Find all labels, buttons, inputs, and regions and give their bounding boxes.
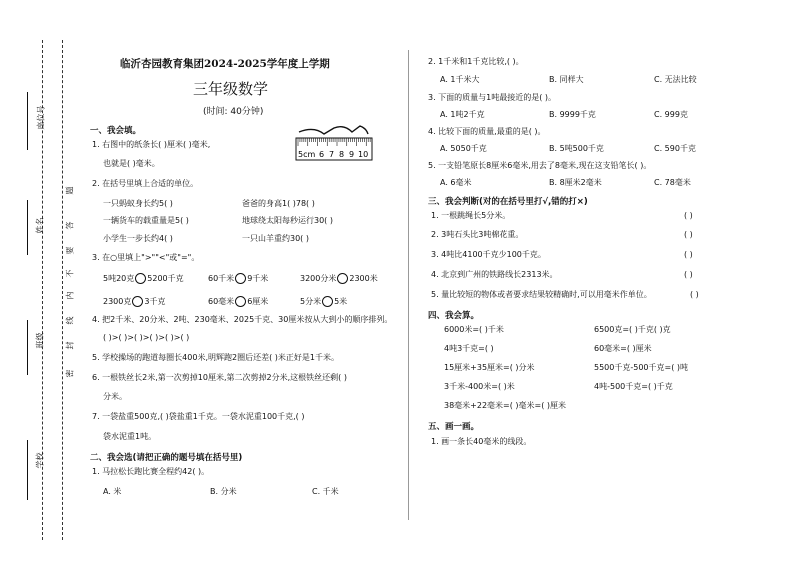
seal-mark: 线 — [65, 316, 75, 325]
c1-option-b: B. 分米 — [210, 487, 237, 496]
exam-subject: 三年级数学 — [193, 80, 269, 98]
ruler-mark: 9 — [349, 150, 355, 159]
seat-number-label: 座位号 — [36, 105, 46, 130]
q3-compare: 3200分米 2300米 — [300, 274, 378, 283]
calc-item: 60毫米=( )厘米 — [594, 344, 652, 353]
compare-circle[interactable] — [135, 273, 146, 284]
ruler-mark: 7 — [329, 150, 335, 159]
c3-option-a: A. 1吨2千克 — [440, 110, 485, 119]
j5-statement: 5. 量比较短的物体或者要求结果较精确时,可以用毫米作单位。 — [431, 290, 652, 299]
c5-option-a: A. 6毫米 — [440, 178, 472, 187]
q2-item: 一只山羊重约30( ) — [242, 234, 309, 243]
compare-circle[interactable] — [235, 296, 246, 307]
q1-line1: 1. 右图中的纸条长( )厘米( )毫米, — [92, 140, 211, 149]
c2-prompt: 2. 1千米和1千克比较,( )。 — [428, 57, 524, 66]
j1-answer-paren[interactable]: ( ) — [684, 211, 693, 220]
seat-number-line — [27, 92, 28, 150]
seal-mark: 封 — [65, 341, 75, 350]
section-1-title: 一、我会填。 — [90, 126, 142, 136]
j5-answer-paren[interactable]: ( ) — [690, 290, 699, 299]
j4-statement: 4. 北京到广州的铁路线长2313米。 — [431, 270, 558, 279]
j2-statement: 2. 3吨石头比3吨棉花重。 — [431, 230, 524, 239]
q4-prompt: 4. 把2千米、20分米、2吨、230毫米、2025千克、30厘米按从大到小的顺序排列。 — [92, 315, 393, 324]
compare-circle[interactable] — [235, 273, 246, 284]
seal-mark: 答 — [65, 221, 75, 230]
c3-prompt: 3. 下面的质量与1吨最接近的是( )。 — [428, 93, 557, 102]
c3-option-b: B. 9999千克 — [549, 110, 596, 119]
q3-compare: 5分米 5米 — [300, 297, 348, 306]
compare-circle[interactable] — [132, 296, 143, 307]
seal-mark: 密 — [65, 369, 75, 378]
name-line — [27, 200, 28, 255]
calc-item: 6000米=( )千米 — [444, 325, 504, 334]
ruler-mark: 8 — [339, 150, 345, 159]
section-5-title: 五、画一画。 — [428, 422, 480, 432]
q3-compare: 2300克 3千克 — [103, 297, 166, 306]
q3-compare: 60千米 9千米 — [208, 274, 269, 283]
class-line — [27, 320, 28, 375]
q1-line2: 也就是( )毫米。 — [103, 159, 160, 168]
ruler-illustration — [294, 124, 374, 164]
section-3-title: 三、我会判断(对的在括号里打√,错的打×) — [428, 197, 588, 207]
calc-item: 4吨-500千克=( )千克 — [594, 382, 673, 391]
seal-mark: 要 — [65, 246, 75, 255]
ruler-mark: 6 — [319, 150, 325, 159]
q7-line2: 袋水泥重1吨。 — [103, 432, 157, 441]
section-4-title: 四、我会算。 — [428, 311, 480, 321]
q2-item: 一辆货车的载重量是5( ) — [103, 216, 189, 225]
c1-option-c: C. 千米 — [312, 487, 339, 496]
calc-item: 38毫米+22毫米=( )毫米=( )厘米 — [444, 401, 567, 410]
j2-answer-paren[interactable]: ( ) — [684, 230, 693, 239]
c1-prompt: 1. 马拉松长跑比赛全程约42( )。 — [92, 467, 210, 476]
section-2-title: 二、我会选(请把正确的题号填在括号里) — [90, 453, 243, 463]
c4-option-b: B. 5吨500千克 — [549, 144, 604, 153]
name-label: 姓名 — [35, 217, 45, 234]
q2-item: 一只蚂蚁身长约5( ) — [103, 199, 173, 208]
calc-item: 3千米-400米=( )米 — [444, 382, 515, 391]
q5-prompt: 5. 学校操场的跑道每圈长400米,明辉跑2圈后还差( )米正好是1千米。 — [92, 353, 339, 362]
calc-item: 4吨3千克=( ) — [444, 344, 494, 353]
j1-statement: 1. 一根跳绳长5分米。 — [431, 211, 511, 220]
compare-circle[interactable] — [322, 296, 333, 307]
exam-title: 临沂杏园教育集团2024-2025学年度上学期 — [120, 58, 330, 70]
school-label: 学校 — [35, 452, 45, 469]
column-divider — [408, 50, 409, 520]
seal-mark: 内 — [65, 291, 75, 300]
j3-answer-paren[interactable]: ( ) — [684, 250, 693, 259]
c2-option-c: C. 无法比较 — [654, 75, 697, 84]
calc-item: 15厘米+35厘米=( )分米 — [444, 363, 535, 372]
school-line — [27, 440, 28, 500]
c2-option-a: A. 1千米大 — [440, 75, 480, 84]
class-label: 班级 — [35, 332, 45, 349]
j3-statement: 3. 4吨比4100千克少100千克。 — [431, 250, 546, 259]
binding-dashed-line-2 — [62, 40, 63, 540]
c3-option-c: C. 999克 — [654, 110, 688, 119]
q2-item: 小学生一步长约4( ) — [103, 234, 173, 243]
paper-strip — [299, 126, 368, 134]
q3-compare: 5吨20克 5200千克 — [103, 274, 184, 283]
c4-prompt: 4. 比较下面的质量,最重的是( )。 — [428, 127, 546, 136]
ruler-mark: 10 — [358, 150, 369, 159]
q3-compare: 60毫米 6厘米 — [208, 297, 269, 306]
q6-line2: 分米。 — [103, 392, 127, 401]
c5-prompt: 5. 一支铅笔原长8厘米6毫米,用去了8毫米,现在这支铅笔长( )。 — [428, 161, 652, 170]
c2-option-b: B. 同样大 — [549, 75, 584, 84]
q2-item: 地球绕太阳每秒运行30( ) — [242, 216, 333, 225]
c4-option-c: C. 590千克 — [654, 144, 696, 153]
q4-blanks: ( )>( )>( )>( )>( )>( ) — [103, 333, 190, 342]
seal-mark: 题 — [65, 186, 75, 195]
q7-line1: 7. 一袋盐重500克,( )袋盐重1千克。一袋水泥重100千克,( ) — [92, 412, 305, 421]
c4-option-a: A. 5050千克 — [440, 144, 487, 153]
c5-option-b: B. 8厘米2毫米 — [549, 178, 602, 187]
draw-prompt: 1. 画一条长40毫米的线段。 — [431, 437, 532, 446]
c1-option-a: A. 米 — [103, 487, 122, 496]
compare-circle[interactable] — [337, 273, 348, 284]
q3-prompt: 3. 在○里填上">""<"或"="。 — [92, 253, 200, 262]
q6-line1: 6. 一根铁丝长2米,第一次剪掉10厘米,第二次剪掉2分米,这根铁丝还剩( ) — [92, 373, 347, 382]
q2-item: 爸爸的身高1( )78( ) — [242, 199, 315, 208]
ruler-mark: 5cm — [298, 150, 316, 159]
j4-answer-paren[interactable]: ( ) — [684, 270, 693, 279]
calc-item: 5500千克-500千克=( )吨 — [594, 363, 689, 372]
calc-item: 6500克=( )千克( )克 — [594, 325, 671, 334]
exam-time: (时间: 40分钟) — [203, 107, 264, 117]
q2-prompt: 2. 在括号里填上合适的单位。 — [92, 179, 199, 188]
c5-option-c: C. 78毫米 — [654, 178, 691, 187]
seal-mark: 不 — [65, 269, 75, 278]
